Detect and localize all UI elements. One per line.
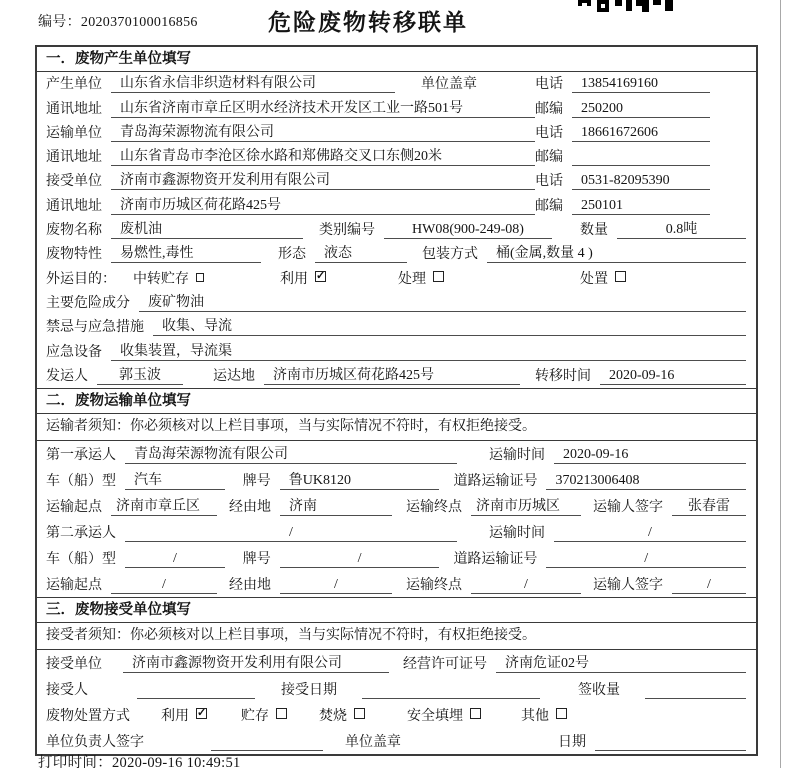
signed-qty-value	[645, 698, 746, 699]
transport-unit-value: 青岛海荣源物流有限公司	[111, 121, 535, 142]
phone-label: 电话	[535, 77, 563, 93]
row-receive-address	[37, 193, 756, 217]
category-label: 类别编号	[319, 223, 375, 239]
route-end-label: 运输终点	[406, 499, 462, 515]
road-license-value: /	[546, 551, 746, 568]
plate-value: /	[280, 551, 440, 568]
purpose-option	[398, 268, 444, 288]
receive-date-label: 接受日期	[281, 682, 337, 698]
address-label: 通讯地址	[46, 101, 102, 117]
checkbox-icon: ✓	[316, 270, 326, 283]
producer-zip-value: 250200	[572, 101, 710, 118]
transport-phone-value: 18661672606	[572, 125, 710, 142]
option-label: 利用	[280, 271, 308, 287]
via-value: 济南	[280, 495, 392, 516]
row-equipment	[37, 339, 756, 363]
via-label: 经由地	[229, 499, 271, 515]
carrier-sign-label: 运输人签字	[593, 499, 663, 515]
road-license-label: 道路运输证号	[453, 551, 538, 567]
unit-seal-label: 单位盖章	[345, 734, 401, 750]
equipment-value: 收集装置，导流渠	[111, 340, 746, 361]
quantity-value: 0.8吨	[617, 218, 746, 239]
row-taboo	[37, 315, 756, 339]
row-signature	[37, 728, 756, 754]
transport-unit-label: 运输单位	[46, 125, 102, 141]
page-edge-line	[780, 0, 781, 768]
carrier1-value: 青岛海荣源物流有限公司	[125, 443, 457, 464]
serial-label: 编号：	[38, 15, 81, 30]
checkbox-icon: ✓	[197, 707, 207, 720]
packing-value: 桶(金属,数量 4 )	[487, 242, 746, 263]
address-label: 通讯地址	[46, 150, 102, 166]
carrier2-value: /	[125, 525, 457, 542]
section-producer	[37, 47, 756, 388]
receive-date-value	[362, 698, 540, 699]
road-license-label: 道路运输证号	[453, 473, 538, 489]
zip-label: 邮编	[535, 150, 563, 166]
responsible-sign-label: 单位负责人签字	[46, 734, 144, 750]
phone-label: 电话	[535, 125, 563, 141]
disposal-option	[161, 705, 207, 725]
row-receive-unit	[37, 169, 756, 193]
route-end-value: /	[471, 577, 581, 594]
road-license-value: 370213006408	[546, 473, 746, 490]
producer-phone-value: 13854169160	[572, 76, 710, 93]
address-label: 通讯地址	[46, 198, 102, 214]
unit-seal-label: 单位盖章	[421, 77, 477, 93]
carrier-sign-label: 运输人签字	[593, 577, 663, 593]
zip-label: 邮编	[535, 198, 563, 214]
row-acceptor	[37, 676, 756, 702]
carrier1-label: 第一承运人	[46, 447, 116, 463]
acceptor-value	[137, 698, 255, 699]
row-waste-name	[37, 218, 756, 242]
receive-unit-value: 济南市鑫源物资开发利用有限公司	[123, 652, 389, 673]
phone-label: 电话	[535, 174, 563, 190]
signed-qty-label: 签收量	[578, 682, 620, 698]
carrier-sign-value: 张春雷	[672, 495, 746, 516]
route-start-label: 运输起点	[46, 577, 102, 593]
waste-props-value: 易燃性,毒性	[111, 242, 261, 263]
route-end-value: 济南市历城区	[471, 495, 581, 516]
route-end-label: 运输终点	[406, 577, 462, 593]
row-vehicle2	[37, 545, 756, 571]
row-carrier1	[37, 441, 756, 467]
quantity-label: 数量	[580, 223, 608, 239]
taboo-value: 收集、导流	[153, 315, 746, 336]
taboo-label: 禁忌与应急措施	[46, 320, 144, 336]
category-value: HW08(900-249-08)	[384, 222, 552, 239]
form-label: 形态	[278, 247, 306, 263]
producer-address-value: 山东省济南市章丘区明水经济技术开发区工业一路501号	[111, 97, 535, 118]
carrier-sign-value: /	[672, 577, 746, 594]
receive-notice: 接受者须知：你必须核对以上栏目事项，当与实际情况不符时，有权拒绝接受。	[37, 623, 756, 650]
date-value	[595, 750, 746, 751]
vehicle-type-label: 车（船）型	[46, 551, 116, 567]
option-label: 焚烧	[319, 708, 347, 724]
packing-label: 包装方式	[422, 247, 478, 263]
route-start-label: 运输起点	[46, 499, 102, 515]
row-purpose	[37, 266, 756, 290]
row-transport-unit	[37, 121, 756, 145]
option-label: 贮存	[241, 708, 269, 724]
print-time-value: 2020-09-16 10:49:51	[112, 755, 241, 768]
purpose-label: 外运目的：	[46, 271, 116, 287]
transport-time-value: 2020-09-16	[554, 447, 746, 464]
transport-zip-value	[572, 165, 710, 166]
acceptor-label: 接受人	[46, 682, 88, 698]
disposal-option	[241, 705, 287, 725]
checkbox-icon	[196, 273, 204, 282]
destination-label: 运达地	[213, 368, 255, 384]
zip-label: 邮编	[535, 101, 563, 117]
checkbox-icon	[276, 708, 287, 719]
transport-time-value: /	[554, 525, 746, 542]
receive-zip-value: 250101	[572, 198, 710, 215]
checkbox-icon	[556, 708, 567, 719]
section-transport-title: 二．废物运输单位填写	[37, 389, 756, 414]
waste-name-value: 废机油	[111, 218, 303, 239]
hazard-value: 废矿物油	[139, 291, 746, 312]
disposal-option	[319, 705, 365, 725]
form-value: 液态	[315, 242, 407, 263]
checkbox-icon	[433, 271, 444, 282]
option-label: 处置	[580, 271, 608, 287]
checkbox-icon	[470, 708, 481, 719]
transport-time-label: 运输时间	[489, 525, 545, 541]
plate-label: 牌号	[242, 551, 271, 567]
row-hazard	[37, 291, 756, 315]
option-label: 其他	[521, 708, 549, 724]
option-label: 处理	[398, 271, 426, 287]
receive-address-value: 济南市历城区荷花路425号	[111, 194, 535, 215]
page-title: 危险废物转移联单	[268, 10, 468, 35]
serial-value: 2020370100016856	[80, 15, 198, 30]
receive-unit-label: 接受单位	[46, 656, 102, 672]
vehicle-type-value: /	[125, 551, 225, 568]
section-producer-title: 一．废物产生单位填写	[37, 47, 756, 72]
producer-unit-value: 山东省永信非织造材料有限公司	[111, 72, 395, 93]
row-disposal	[37, 702, 756, 728]
section-transport	[37, 388, 756, 597]
receive-unit-value: 济南市鑫源物资开发利用有限公司	[111, 169, 535, 190]
business-license-label: 经营许可证号	[403, 656, 487, 672]
transfer-form-table	[35, 45, 758, 756]
shipper-label: 发运人	[46, 368, 88, 384]
vehicle-type-label: 车（船）型	[46, 473, 116, 489]
transport-notice: 运输者须知：你必须核对以上栏目事项，当与实际情况不符时，有权拒绝接受。	[37, 414, 756, 441]
row-receive-unit	[37, 650, 756, 676]
row-route2	[37, 571, 756, 597]
section-receive	[37, 597, 756, 754]
print-time	[38, 751, 241, 768]
destination-value: 济南市历城区荷花路425号	[264, 364, 520, 385]
via-label: 经由地	[229, 577, 271, 593]
purpose-option	[133, 268, 204, 288]
row-producer-unit	[37, 72, 756, 96]
plate-label: 牌号	[242, 473, 271, 489]
transport-address-value: 山东省青岛市李沧区徐水路和郑佛路交叉口东侧20米	[111, 145, 535, 166]
transfer-time-value: 2020-09-16	[600, 368, 746, 385]
option-label: 安全填埋	[407, 708, 463, 724]
document-header	[0, 0, 796, 44]
plate-value: 鲁UK8120	[280, 469, 440, 490]
option-label: 利用	[161, 708, 189, 724]
checkbox-icon	[354, 708, 365, 719]
row-transport-address	[37, 145, 756, 169]
producer-unit-label: 产生单位	[46, 77, 102, 93]
route-start-value: /	[111, 577, 217, 594]
section-receive-title: 三．废物接受单位填写	[37, 598, 756, 623]
checkbox-icon	[615, 271, 626, 282]
waste-props-label: 废物特性	[46, 247, 102, 263]
date-label: 日期	[558, 734, 586, 750]
disposal-option	[407, 705, 481, 725]
via-value: /	[280, 577, 392, 594]
equipment-label: 应急设备	[46, 344, 102, 360]
disposal-option	[521, 705, 567, 725]
print-time-label: 打印时间：	[38, 755, 112, 768]
row-producer-address	[37, 96, 756, 120]
waste-name-label: 废物名称	[46, 223, 102, 239]
row-carrier2	[37, 519, 756, 545]
vehicle-type-value: 汽车	[125, 469, 225, 490]
qr-code-fragment-icon	[578, 0, 673, 13]
disposal-label: 废物处置方式	[46, 708, 130, 724]
route-start-value: 济南市章丘区	[111, 495, 217, 516]
row-waste-props	[37, 242, 756, 266]
carrier2-label: 第二承运人	[46, 525, 116, 541]
purpose-option	[580, 268, 626, 288]
transport-time-label: 运输时间	[489, 447, 545, 463]
receive-phone-value: 0531-82095390	[572, 173, 710, 190]
option-label: 中转贮存	[133, 271, 189, 287]
shipper-value: 郭玉波	[97, 364, 183, 385]
row-vehicle1	[37, 467, 756, 493]
receive-unit-label: 接受单位	[46, 174, 102, 190]
business-license-value: 济南危证02号	[496, 652, 746, 673]
purpose-option	[280, 268, 326, 288]
row-shipper	[37, 364, 756, 388]
row-route1	[37, 493, 756, 519]
transfer-time-label: 转移时间	[535, 368, 591, 384]
hazard-label: 主要危险成分	[46, 295, 130, 311]
